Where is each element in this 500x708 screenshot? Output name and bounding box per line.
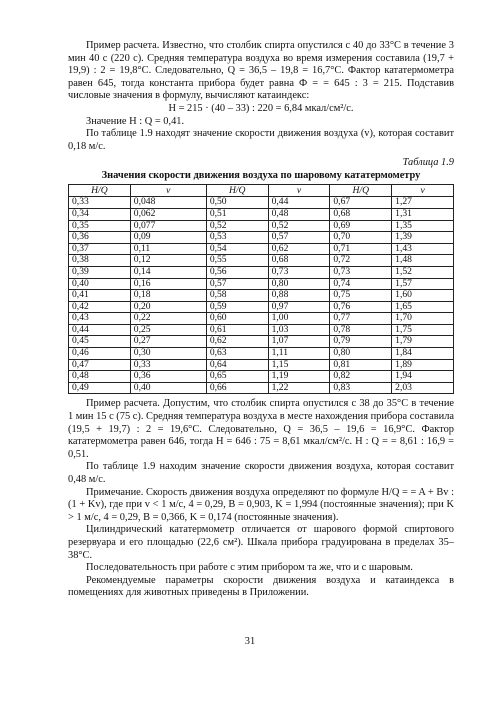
table-cell: 0,14 [130, 266, 206, 278]
table-cell: 0,30 [130, 348, 206, 360]
table-cell: 0,71 [330, 243, 392, 255]
table-cell: 0,69 [330, 220, 392, 232]
table-cell: 0,54 [206, 243, 268, 255]
table-cell: 0,42 [69, 301, 131, 313]
table-cell: 0,38 [69, 255, 131, 267]
table-row [69, 278, 454, 290]
table-cell: 0,73 [330, 266, 392, 278]
table-cell: 0,52 [206, 220, 268, 232]
header-v-3: v [392, 185, 454, 197]
table-row [69, 290, 454, 302]
table-row [69, 382, 454, 394]
table-cell: 0,65 [206, 371, 268, 383]
table-cell: 1,39 [392, 232, 454, 244]
table-cell: 1,31 [392, 208, 454, 220]
table-cell: 1,22 [268, 382, 330, 394]
table-cell: 0,80 [268, 278, 330, 290]
header-hq-2: H/Q [206, 185, 268, 197]
table-cell: 0,81 [330, 359, 392, 371]
table-cell: 1,11 [268, 348, 330, 360]
table-cell: 0,48 [268, 208, 330, 220]
table-cell: 1,00 [268, 313, 330, 325]
air-speed-table [68, 184, 454, 394]
table-row [69, 336, 454, 348]
table-cell: 0,60 [206, 313, 268, 325]
table-cell: 0,35 [69, 220, 131, 232]
table-cell: 1,52 [392, 266, 454, 278]
table-cell: 0,53 [206, 232, 268, 244]
example-paragraph-2: Пример расчета. Допустим, что столбик спирта опустился с 38 до 35°С в течение 1 мин 15 с (75 с). Средняя температура воздуха в месте нахождения прибора составила (19,5 + 19,7) : 2 = 19,6°С. Следовательно, Q = 36,5 – 19,6 = 16,9°С. Фактор кататермометра равен 646, тогда Н = 646 : 75 = 8,61 мкал/см²/с. Н : Q = = 8,61 : 16,9 = 0,51. [68, 398, 454, 460]
table-cell: 1,75 [392, 324, 454, 336]
table-cell: 0,50 [206, 197, 268, 209]
table-cell: 0,44 [268, 197, 330, 209]
table-row [69, 313, 454, 325]
table-body [69, 197, 454, 394]
table-cell: 0,11 [130, 243, 206, 255]
table-cell: 0,64 [206, 359, 268, 371]
table-cell: 1,07 [268, 336, 330, 348]
table-cell: 0,46 [69, 348, 131, 360]
table-cell: 0,76 [330, 301, 392, 313]
table-row [69, 208, 454, 220]
table-cell: 0,66 [206, 382, 268, 394]
page-number: 31 [244, 636, 256, 647]
table-header-row [69, 185, 454, 197]
header-hq-3: H/Q [330, 185, 392, 197]
table-row [69, 348, 454, 360]
table-cell: 0,56 [206, 266, 268, 278]
table-cell: 0,062 [130, 208, 206, 220]
table-cell: 0,97 [268, 301, 330, 313]
table-cell: 0,63 [206, 348, 268, 360]
table-cell: 0,62 [268, 243, 330, 255]
example-paragraph-1: Пример расчета. Известно, что столбик спирта опустился с 40 до 33°С в течение 3 мин 40 с (220 с). Средняя температура воздуха во время измерения составила (19,7 + 19,9) : 2 = 19,8°С. Следовательно, Q = 36,5 – 19,8 = 16,7°С. Фактор кататермометра равен 645, тогда константа прибора будет равна Ф = = 645 : 3 = 215. Подставив числовые значения в формулу, вычисляют катаиндекс: [68, 40, 454, 102]
table-cell: 0,59 [206, 301, 268, 313]
table-number: Таблица 1.9 [402, 157, 454, 169]
table-cell: 2,03 [392, 382, 454, 394]
table-cell: 0,88 [268, 290, 330, 302]
table-row [69, 359, 454, 371]
table-cell: 0,79 [330, 336, 392, 348]
table-row [69, 243, 454, 255]
table-cell: 0,68 [268, 255, 330, 267]
table-cell: 0,27 [130, 336, 206, 348]
table-cell: 0,68 [330, 208, 392, 220]
table-cell: 1,03 [268, 324, 330, 336]
table-cell: 0,39 [69, 266, 131, 278]
table-cell: 0,22 [130, 313, 206, 325]
table-cell: 0,09 [130, 232, 206, 244]
table-cell: 0,72 [330, 255, 392, 267]
table-row [69, 301, 454, 313]
table-cell: 1,57 [392, 278, 454, 290]
table-cell: 0,048 [130, 197, 206, 209]
table-cell: 0,20 [130, 301, 206, 313]
table-cell: 0,18 [130, 290, 206, 302]
table-cell: 0,45 [69, 336, 131, 348]
table-cell: 0,43 [69, 313, 131, 325]
table-cell: 0,47 [69, 359, 131, 371]
table-cell: 0,57 [206, 278, 268, 290]
table-cell: 0,40 [130, 382, 206, 394]
table-reference-paragraph: По таблице 1.9 находят значение скорости движения воздуха (v), которая составит 0,18 м/с. [68, 128, 454, 152]
formula-line: H = 215 · (40 – 33) : 220 = 6,84 мкал/см²/с. [168, 102, 354, 114]
recommendation-paragraph: Рекомендуемые параметры скорости движения воздуха и катаиндекса в помещениях для животных приведены в Приложении. [68, 574, 454, 599]
table-cell: 1,35 [392, 220, 454, 232]
table-cell: 0,58 [206, 290, 268, 302]
table-cell: 1,15 [268, 359, 330, 371]
table-cell: 0,70 [330, 232, 392, 244]
table-cell: 0,78 [330, 324, 392, 336]
table-cell: 0,51 [206, 208, 268, 220]
sequence-paragraph: Последовательность при работе с этим прибором та же, что и с шаровым. [86, 562, 413, 574]
table-cell: 1,89 [392, 359, 454, 371]
result-paragraph: По таблице 1.9 находим значение скорости движения воздуха, которая составит 0,48 м/с. [68, 461, 454, 485]
cylindrical-paragraph: Цилиндрический кататермометр отличается от шарового формой спиртового резервуара и его площадью (22,6 см²). Шкала прибора градуирована в пределах 35–38°С. [68, 524, 454, 561]
table-cell: 1,94 [392, 371, 454, 383]
table-cell: 0,62 [206, 336, 268, 348]
table-cell: 0,57 [268, 232, 330, 244]
table-cell: 0,36 [69, 232, 131, 244]
table-row [69, 266, 454, 278]
table-cell: 1,84 [392, 348, 454, 360]
table-row [69, 371, 454, 383]
header-v-2: v [268, 185, 330, 197]
table-row [69, 220, 454, 232]
table-cell: 1,60 [392, 290, 454, 302]
table-cell: 0,36 [130, 371, 206, 383]
table-cell: 0,49 [69, 382, 131, 394]
table-cell: 0,55 [206, 255, 268, 267]
table-cell: 0,73 [268, 266, 330, 278]
ratio-line: Значение H : Q = 0,41. [86, 115, 185, 127]
table-cell: 0,40 [69, 278, 131, 290]
table-cell: 0,48 [69, 371, 131, 383]
table-caption: Значения скорости движения воздуха по шаровому кататермометру [101, 170, 421, 182]
table-row [69, 324, 454, 336]
table-cell: 0,34 [69, 208, 131, 220]
table-cell: 0,077 [130, 220, 206, 232]
table-cell: 0,61 [206, 324, 268, 336]
header-v-1: v [130, 185, 206, 197]
table-cell: 0,83 [330, 382, 392, 394]
table-cell: 0,75 [330, 290, 392, 302]
page-content [68, 40, 454, 600]
table-cell: 1,79 [392, 336, 454, 348]
table-cell: 0,80 [330, 348, 392, 360]
table-cell: 0,44 [69, 324, 131, 336]
note-paragraph: Примечание. Скорость движения воздуха определяют по формуле H/Q = = A + Bv : (1 + Kv), где при v < 1 м/с, 4 = 0,29, B = 0,903, K = 1,994 (постоянные значения); при K > 1 м/с, 4 = 0,29, B = 0,366, K = 0,174 (постоянные значения). [68, 486, 454, 523]
table-cell: 1,65 [392, 301, 454, 313]
table-cell: 0,67 [330, 197, 392, 209]
table-cell: 0,52 [268, 220, 330, 232]
table-cell: 0,33 [130, 359, 206, 371]
table-cell: 1,70 [392, 313, 454, 325]
table-cell: 0,12 [130, 255, 206, 267]
table-cell: 0,33 [69, 197, 131, 209]
table-cell: 1,48 [392, 255, 454, 267]
table-cell: 0,74 [330, 278, 392, 290]
table-cell: 0,37 [69, 243, 131, 255]
table-row [69, 197, 454, 209]
table-cell: 0,16 [130, 278, 206, 290]
table-row [69, 255, 454, 267]
table-cell: 0,41 [69, 290, 131, 302]
header-hq-1: H/Q [69, 185, 131, 197]
table-row [69, 232, 454, 244]
table-cell: 0,82 [330, 371, 392, 383]
table-cell: 1,27 [392, 197, 454, 209]
table-cell: 1,19 [268, 371, 330, 383]
table-cell: 0,25 [130, 324, 206, 336]
table-cell: 0,77 [330, 313, 392, 325]
table-cell: 1,43 [392, 243, 454, 255]
